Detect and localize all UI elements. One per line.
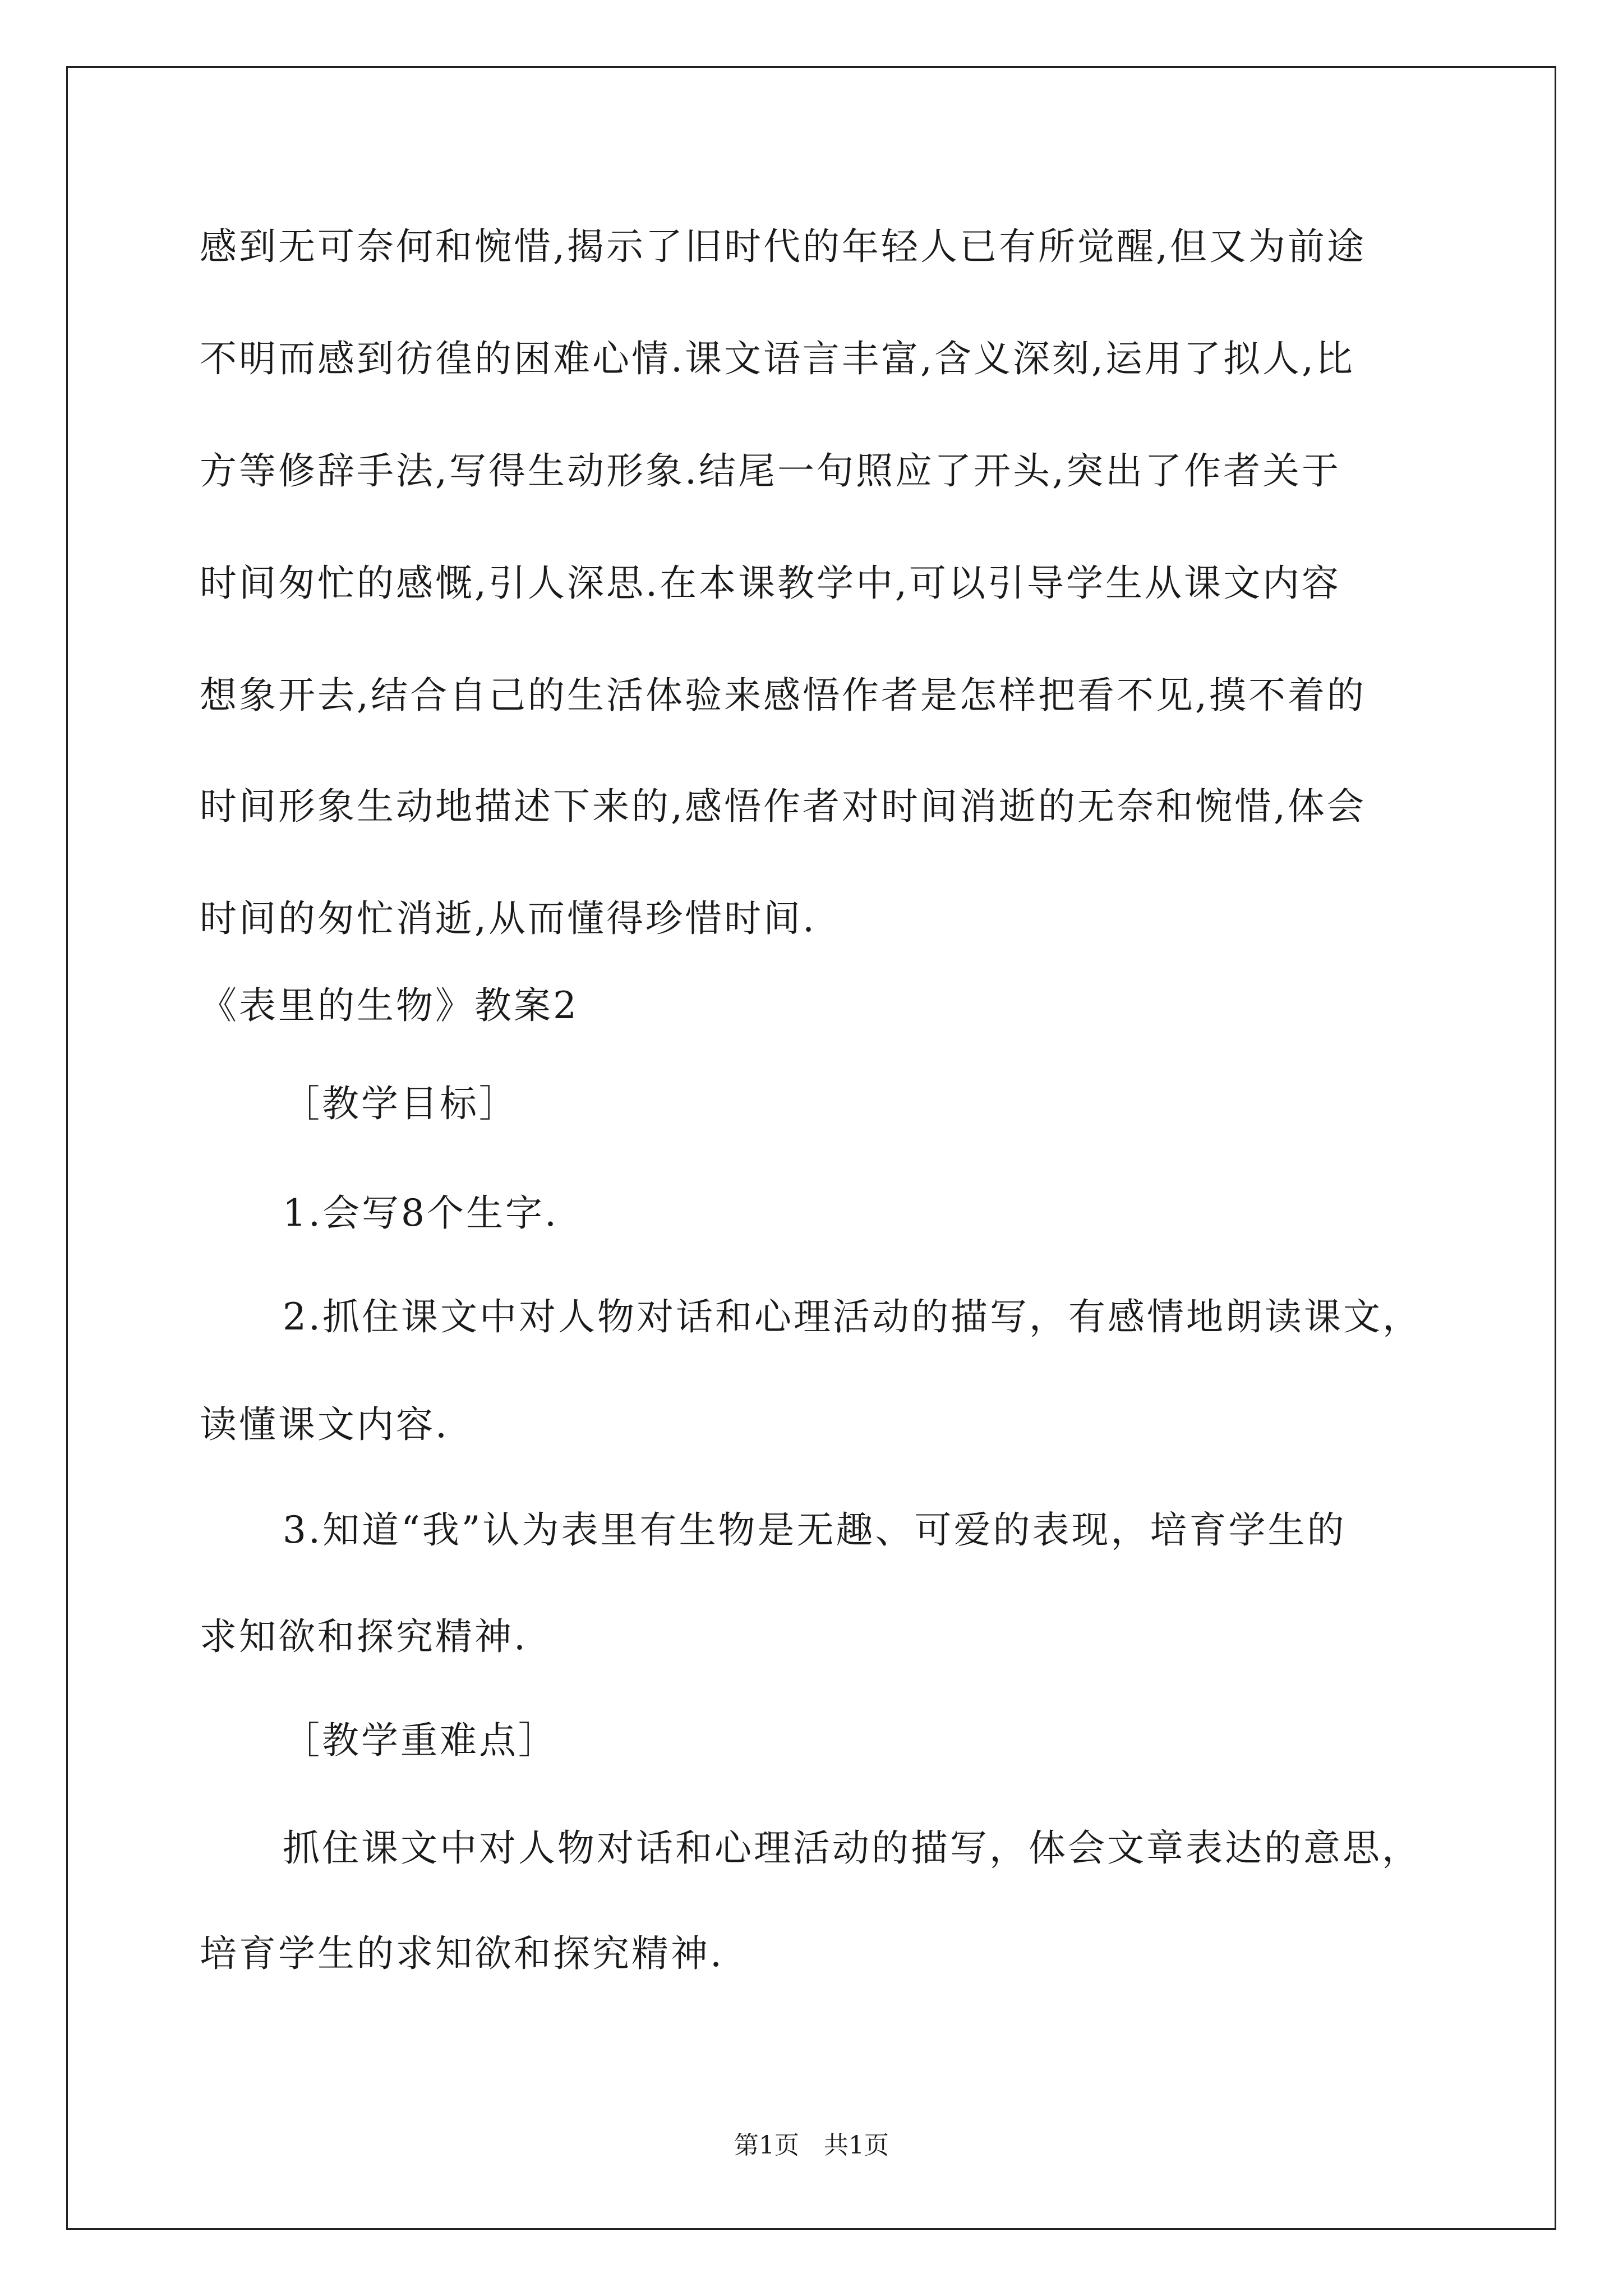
objective-item-continued: 求知欲和探究精神. [200, 1615, 528, 1658]
page-footer: 第1页 共1页 [734, 2131, 889, 2160]
paragraph-line: 想象开去,结合自己的生活体验来感悟作者是怎样把看不见,摸不着的 [200, 674, 1366, 717]
keypoints-text-continued: 培育学生的求知欲和探究精神. [200, 1932, 724, 1975]
objective-item: 3.知道“我”认为表里有生物是无趣、可爱的表现，培育学生的 [283, 1508, 1347, 1552]
objective-item-continued: 读懂课文内容. [200, 1403, 449, 1446]
paragraph-line: 方等修辞手法,写得生动形象.结尾一句照应了开头,突出了作者关于 [200, 449, 1341, 493]
section-title: 《表里的生物》教案2 [200, 984, 579, 1027]
page-border [66, 66, 1556, 2230]
keypoints-heading: ［教学重难点］ [283, 1719, 557, 1762]
paragraph-line: 不明而感到彷徨的困难心情.课文语言丰富,含义深刻,运用了拟人,比 [200, 337, 1355, 380]
objective-item: 2.抓住课文中对人物对话和心理活动的描写，有感情地朗读课文， [283, 1295, 1422, 1338]
objective-item: 1.会写8个生字. [283, 1191, 559, 1235]
objectives-heading: ［教学目标］ [283, 1082, 518, 1125]
paragraph-line: 时间的匆忙消逝,从而懂得珍惜时间. [200, 897, 817, 940]
paragraph-line: 感到无可奈何和惋惜,揭示了旧时代的年轻人已有所觉醒,但又为前途 [200, 225, 1366, 268]
paragraph-line: 时间匆忙的感慨,引人深思.在本课教学中,可以引导学生从课文内容 [200, 562, 1341, 605]
paragraph-line: 时间形象生动地描述下来的,感悟作者对时间消逝的无奈和惋惜,体会 [200, 785, 1366, 828]
keypoints-text: 抓住课文中对人物对话和心理活动的描写，体会文章表达的意思， [283, 1826, 1421, 1870]
